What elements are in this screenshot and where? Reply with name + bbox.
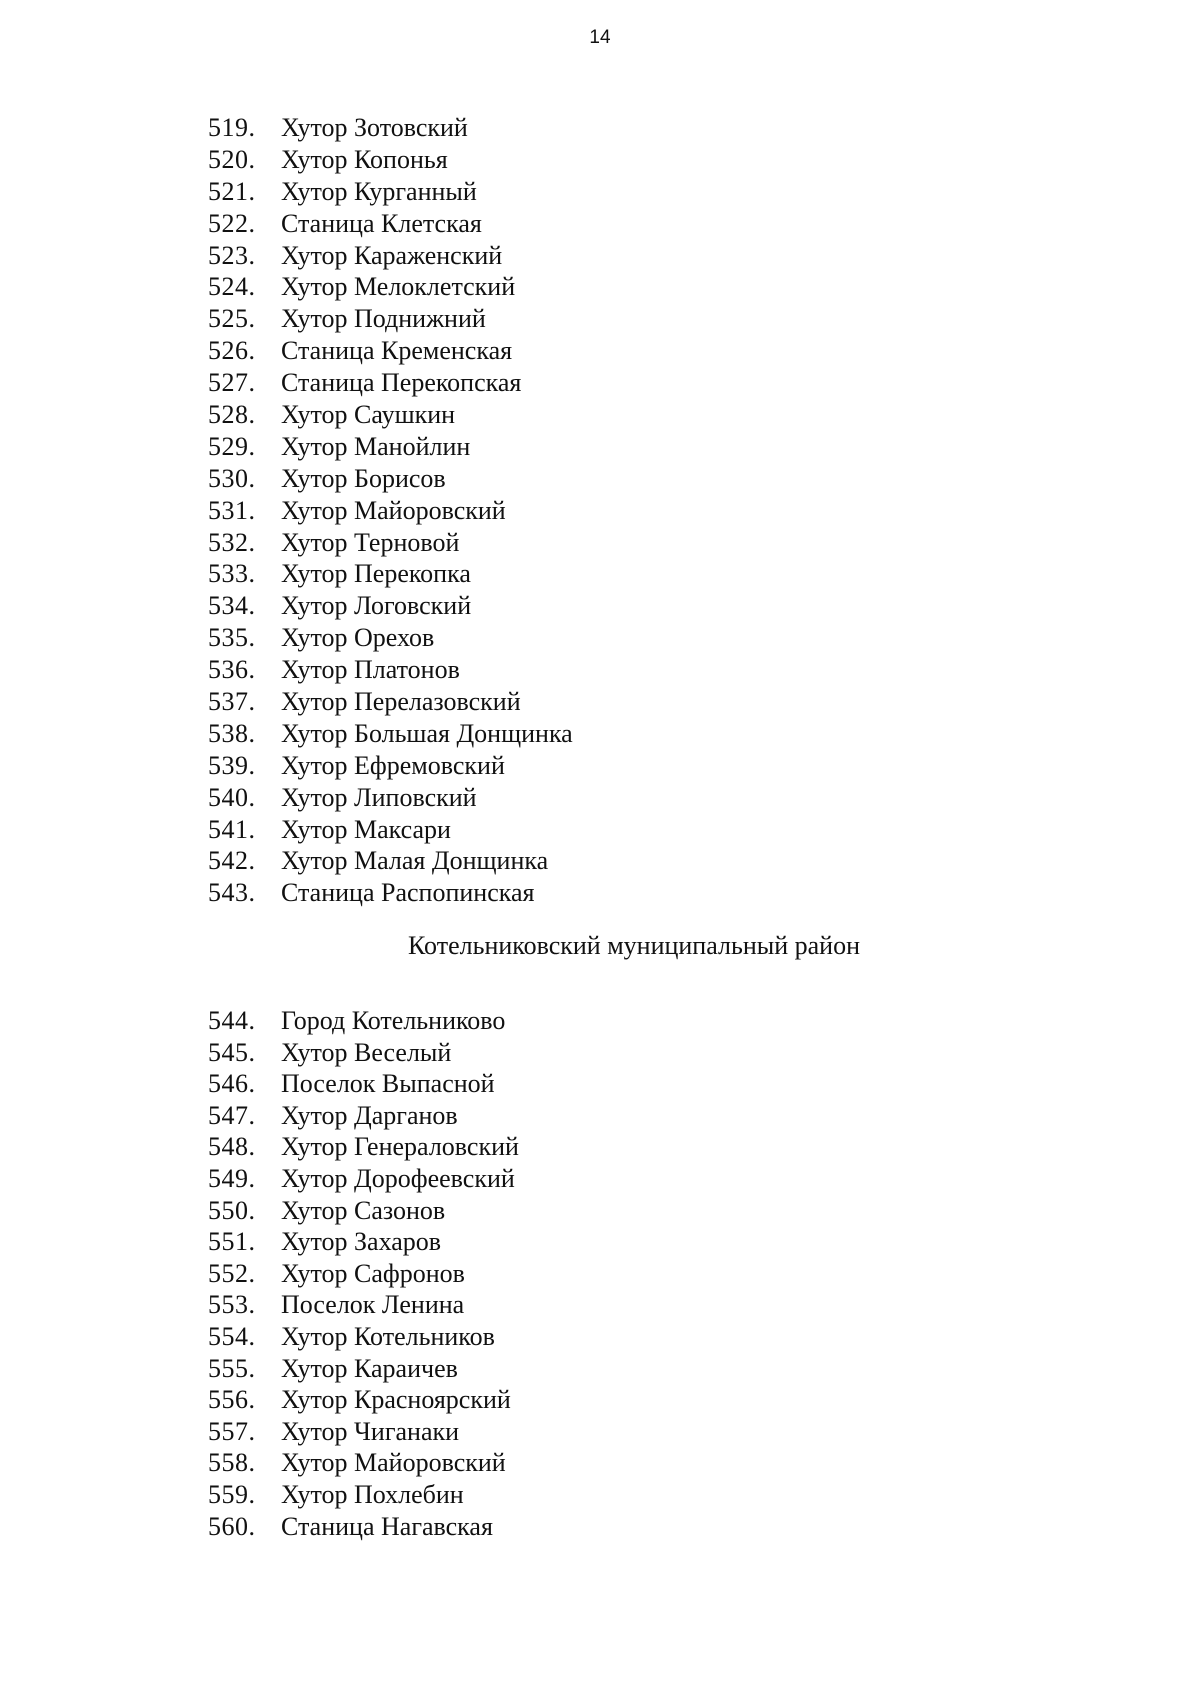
list-item <box>208 782 1108 814</box>
item-number: 538. <box>208 718 256 748</box>
list-item <box>208 590 1108 622</box>
settlement-name: Хутор Дарганов <box>281 1100 458 1130</box>
settlement-name: Хутор Платонов <box>281 655 460 685</box>
item-number: 549. <box>208 1163 256 1193</box>
list-item <box>208 1353 1108 1385</box>
list-item <box>208 654 1108 686</box>
list-item <box>208 1258 1108 1290</box>
list-item <box>208 814 1108 846</box>
item-number: 524. <box>208 272 256 302</box>
item-number: 531. <box>208 495 256 525</box>
list-item <box>208 1005 1108 1037</box>
list-item <box>208 271 1108 303</box>
item-number: 552. <box>208 1258 256 1288</box>
settlement-name: Хутор Захаров <box>281 1227 442 1257</box>
settlement-name: Хутор Перелазовский <box>281 687 521 717</box>
item-number: 543. <box>208 878 256 908</box>
list-item <box>208 877 1108 909</box>
item-number: 553. <box>208 1290 256 1320</box>
item-number: 546. <box>208 1069 256 1099</box>
list-item <box>208 1289 1108 1321</box>
item-number: 520. <box>208 144 256 174</box>
settlement-name: Станица Распопинская <box>281 878 535 908</box>
settlement-name: Город Котельниково <box>281 1006 506 1035</box>
item-number: 522. <box>208 208 256 238</box>
item-number: 544. <box>208 1006 256 1035</box>
list-item <box>208 303 1108 335</box>
settlement-name: Хутор Сазонов <box>281 1195 446 1225</box>
item-number: 539. <box>208 750 256 780</box>
item-number: 523. <box>208 240 256 270</box>
list-item <box>208 495 1108 527</box>
settlement-name: Хутор Малая Донщинка <box>281 846 549 876</box>
settlement-name: Хутор Курганный <box>281 176 477 206</box>
list-item <box>208 1226 1108 1258</box>
settlement-name: Хутор Красноярский <box>281 1385 511 1415</box>
list-item <box>208 367 1108 399</box>
section-heading: Котельниковский муниципальный район <box>408 931 860 960</box>
settlement-name: Хутор Генераловский <box>281 1132 519 1162</box>
settlement-name: Хутор Караженский <box>281 240 503 270</box>
list-item <box>208 622 1108 654</box>
item-number: 526. <box>208 336 256 366</box>
settlement-list <box>208 112 1108 909</box>
item-number: 542. <box>208 846 256 876</box>
list-item <box>208 1100 1108 1132</box>
settlement-name: Хутор Перекопка <box>281 559 471 589</box>
item-number: 528. <box>208 400 256 430</box>
item-number: 530. <box>208 463 256 493</box>
list-item <box>208 750 1108 782</box>
settlement-name: Хутор Караичев <box>281 1353 458 1383</box>
list-item <box>208 1447 1108 1479</box>
settlement-name: Станица Нагавская <box>281 1511 493 1541</box>
item-number: 529. <box>208 431 256 461</box>
list-item <box>208 399 1108 431</box>
settlement-name: Станица Клетская <box>281 208 482 238</box>
list-item <box>208 1163 1108 1195</box>
list-item <box>208 1037 1108 1069</box>
list-item <box>208 240 1108 272</box>
settlement-name: Хутор Похлебин <box>281 1479 464 1509</box>
list-item <box>208 718 1108 750</box>
list-item <box>208 208 1108 240</box>
item-number: 558. <box>208 1448 256 1478</box>
settlement-name: Хутор Веселый <box>281 1037 452 1067</box>
item-number: 540. <box>208 782 256 812</box>
item-number: 521. <box>208 176 256 206</box>
list-item <box>208 1321 1108 1353</box>
settlement-name: Поселок Выпасной <box>281 1069 495 1099</box>
settlement-name: Хутор Манойлин <box>281 431 471 461</box>
settlement-name: Поселок Ленина <box>281 1290 465 1320</box>
item-number: 533. <box>208 559 256 589</box>
list-item <box>208 1416 1108 1448</box>
item-number: 536. <box>208 655 256 685</box>
list-item <box>208 686 1108 718</box>
settlement-name: Хутор Максари <box>281 814 451 844</box>
page-number: 14 <box>589 27 611 48</box>
settlement-name: Хутор Ефремовский <box>281 750 505 780</box>
settlement-name: Хутор Липовский <box>281 782 477 812</box>
list-item <box>208 558 1108 590</box>
settlement-name: Хутор Котельников <box>281 1321 495 1351</box>
item-number: 541. <box>208 814 256 844</box>
item-number: 556. <box>208 1385 256 1415</box>
settlement-name: Хутор Борисов <box>281 463 446 493</box>
settlement-name: Хутор Логовский <box>281 591 472 621</box>
item-number: 551. <box>208 1227 256 1257</box>
item-number: 557. <box>208 1416 256 1446</box>
settlement-name: Хутор Чиганаки <box>281 1416 460 1446</box>
settlement-name: Хутор Терновой <box>281 527 460 557</box>
item-number: 554. <box>208 1321 256 1351</box>
item-number: 555. <box>208 1353 256 1383</box>
settlement-name: Хутор Зотовский <box>281 113 468 142</box>
item-number: 537. <box>208 687 256 717</box>
list-item <box>208 463 1108 495</box>
settlement-name: Хутор Поднижний <box>281 304 486 334</box>
settlement-name: Хутор Майоровский <box>281 495 506 525</box>
item-number: 560. <box>208 1511 256 1541</box>
list-item <box>208 845 1108 877</box>
list-item <box>208 144 1108 176</box>
settlement-list <box>208 1005 1108 1542</box>
list-item <box>208 1068 1108 1100</box>
settlement-name: Хутор Саушкин <box>281 400 456 430</box>
item-number: 532. <box>208 527 256 557</box>
list-item <box>208 1195 1108 1227</box>
settlement-name: Хутор Майоровский <box>281 1448 506 1478</box>
list-item <box>208 527 1108 559</box>
item-number: 535. <box>208 623 256 653</box>
list-item <box>208 1479 1108 1511</box>
list-item <box>208 431 1108 463</box>
item-number: 519. <box>208 113 256 142</box>
list-item <box>208 1384 1108 1416</box>
item-number: 545. <box>208 1037 256 1067</box>
settlement-name: Хутор Дорофеевский <box>281 1163 515 1193</box>
item-number: 527. <box>208 368 256 398</box>
item-number: 525. <box>208 304 256 334</box>
settlement-name: Хутор Копонья <box>281 144 448 174</box>
item-number: 548. <box>208 1132 256 1162</box>
list-item <box>208 1131 1108 1163</box>
list-item <box>208 335 1108 367</box>
item-number: 534. <box>208 591 256 621</box>
settlement-name: Хутор Мелоклетский <box>281 272 516 302</box>
list-item <box>208 112 1108 144</box>
settlement-name: Хутор Сафронов <box>281 1258 465 1288</box>
list-item <box>208 176 1108 208</box>
settlement-name: Станица Перекопская <box>281 368 522 398</box>
item-number: 550. <box>208 1195 256 1225</box>
settlement-name: Станица Кременская <box>281 336 513 366</box>
item-number: 559. <box>208 1479 256 1509</box>
list-item <box>208 1511 1108 1543</box>
item-number: 547. <box>208 1100 256 1130</box>
settlement-name: Хутор Большая Донщинка <box>281 718 573 748</box>
settlement-name: Хутор Орехов <box>281 623 435 653</box>
